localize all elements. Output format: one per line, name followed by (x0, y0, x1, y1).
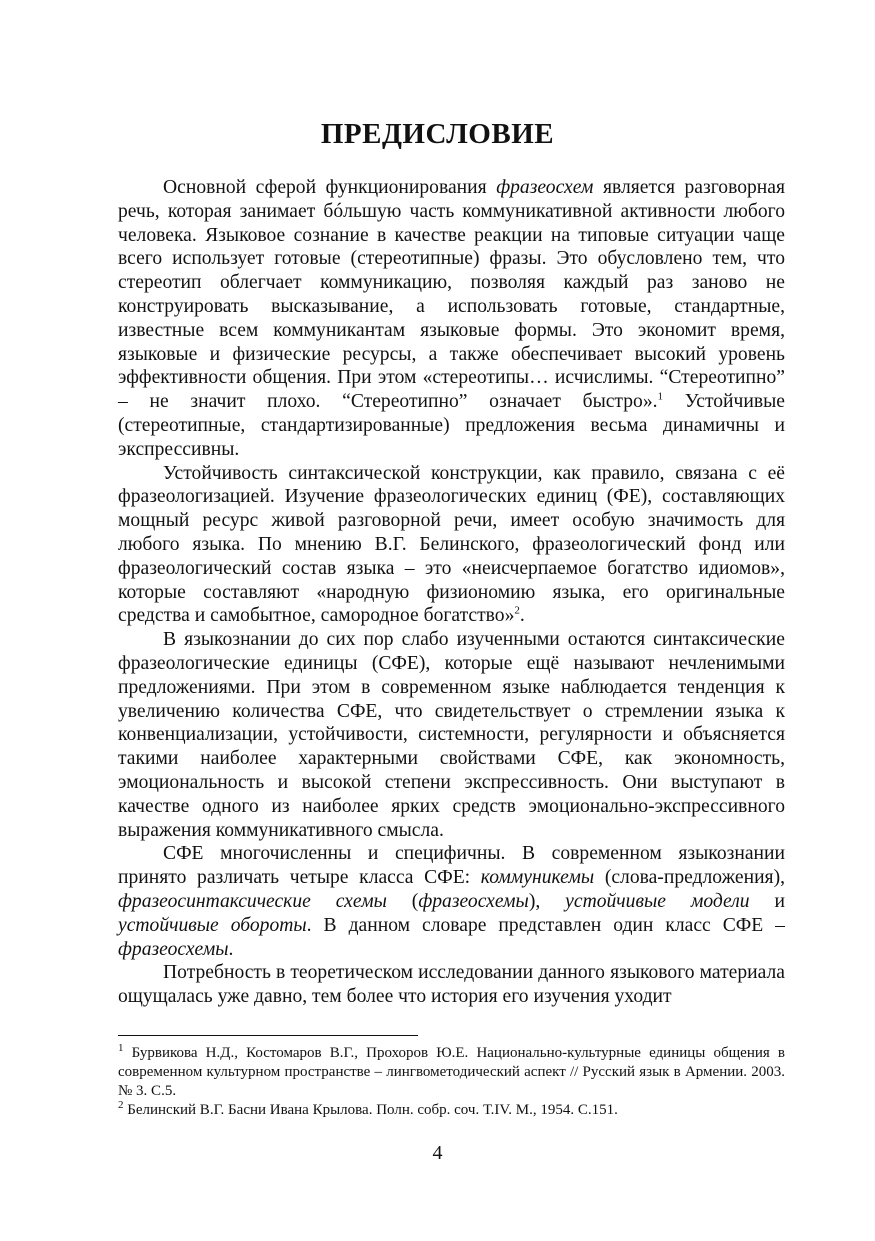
italic-term: фразеосхемы (418, 890, 529, 912)
text-run: является разговорная речь, которая занимает бóльшую часть коммуникативной активности любого человека. Языковое сознание в качестве реакции на типовые ситуации чаще всего использует готовые (стереотипные) фразы. Это обусловлено тем, что стереотип облегчает коммуникацию, позволяя каждый раз заново не конструировать высказывание, а использовать готовые, стандартные, известные всем коммуникантам языковые формы. Это экономит время, языковые и физические ресурсы, а также обеспечивает высокий уровень эффективности общения. При этом «стереотипы… исчислимы. “Стереотипно” – не значит плохо. “Стереотипно” означает быстро». (118, 177, 785, 413)
text-run: (слова-предложения), (594, 867, 785, 889)
paragraph-1 (118, 176, 785, 462)
text-run: В языкознании до сих пор слабо изученными остаются синтаксические фразеологические единицы (СФЕ), которые ещё называют нечленимыми предложениями. При этом в современном языке наблюдается тенденция к увеличению количества СФЕ, что свидетельствует о стремлении языка к конвенциализации, устойчивости, системности, регулярности и объясняется такими наиболее характерными свойствами СФЕ, как экономность, эмоциональность и высокой степени экспрессивность. Они выступают в качестве одного из наиболее ярких средств эмоционально-экспрессивного выражения коммуникативного смысла. (118, 629, 785, 841)
footnote-ref[interactable]: 2 (514, 604, 520, 617)
text-run: . (519, 605, 525, 627)
text-run: . В данном словаре представлен один класс СФЕ – (306, 914, 785, 936)
footnote-divider (118, 1035, 418, 1036)
italic-term: коммуникемы (480, 867, 595, 889)
text-run: Потребность в теоретическом исследовании данного языкового материала ощущалась уже давно, тем более что история его изучения уходит (118, 962, 785, 1008)
text-run: ), (528, 890, 566, 912)
footnote-mark: 1 (118, 1042, 124, 1054)
page-number: 4 (432, 1142, 443, 1164)
text-run: ( (386, 890, 419, 912)
footnote-text: Белинский В.Г. Басни Ивана Крылова. Полн. собр. соч. Т.IV. М., 1954. С.151. (123, 1102, 618, 1118)
text-run: Устойчивые (стереотипные, стандартизированные) предложения весьма динамичны и экспрессивны. (118, 391, 785, 460)
paragraph-2 (118, 462, 785, 629)
footnote-1 (118, 1044, 785, 1101)
italic-term: устойчивые обороты (118, 914, 307, 936)
footnote-ref[interactable]: 1 (657, 390, 664, 403)
text-run: Устойчивость синтаксической конструкции, как правило, связана с её фразеологизацией. Изучение фразеологических единиц (ФЕ), составляющих мощный ресурс живой разговорной речи, имеет особую значимость для любого языка. По мнению В.Г. Белинского, фразеологический фонд или фразеологический состав языка – это «неисчерпаемое богатство идиомов», которые составляют «народную физиономию языка, его оригинальные средства и самобытное, самородное богатство» (118, 462, 785, 627)
body-text (118, 176, 785, 1009)
paragraph-3 (118, 628, 785, 842)
footnotes (118, 1044, 785, 1120)
text-run: СФЕ многочисленны и специфичны. В современном языкознании принято различать четыре класса СФЕ: (118, 843, 785, 889)
italic-term: устойчивые модели (565, 890, 750, 912)
italic-term: фразеосхемы (118, 938, 229, 960)
italic-term: фразеосинтаксические схемы (118, 890, 387, 912)
footnote-mark: 2 (118, 1099, 124, 1111)
text-run: Основной сферой функционирования (163, 177, 497, 198)
page-title: ПРЕДИСЛОВИЕ (320, 118, 555, 150)
paragraph-4 (118, 842, 785, 961)
text-run: и (749, 890, 785, 912)
text-run: . (228, 938, 234, 960)
footnote-2 (118, 1101, 785, 1120)
italic-term: фразеосхем (496, 177, 594, 198)
footnote-text: Бурвикова Н.Д., Костомаров В.Г., Прохоров Ю.Е. Национально-культурные единицы общения в современном культурном пространстве – лингвометодический аспект // Русский язык в Армении. 2003. № 3. С.5. (118, 1045, 785, 1099)
paragraph-5 (118, 961, 785, 1009)
